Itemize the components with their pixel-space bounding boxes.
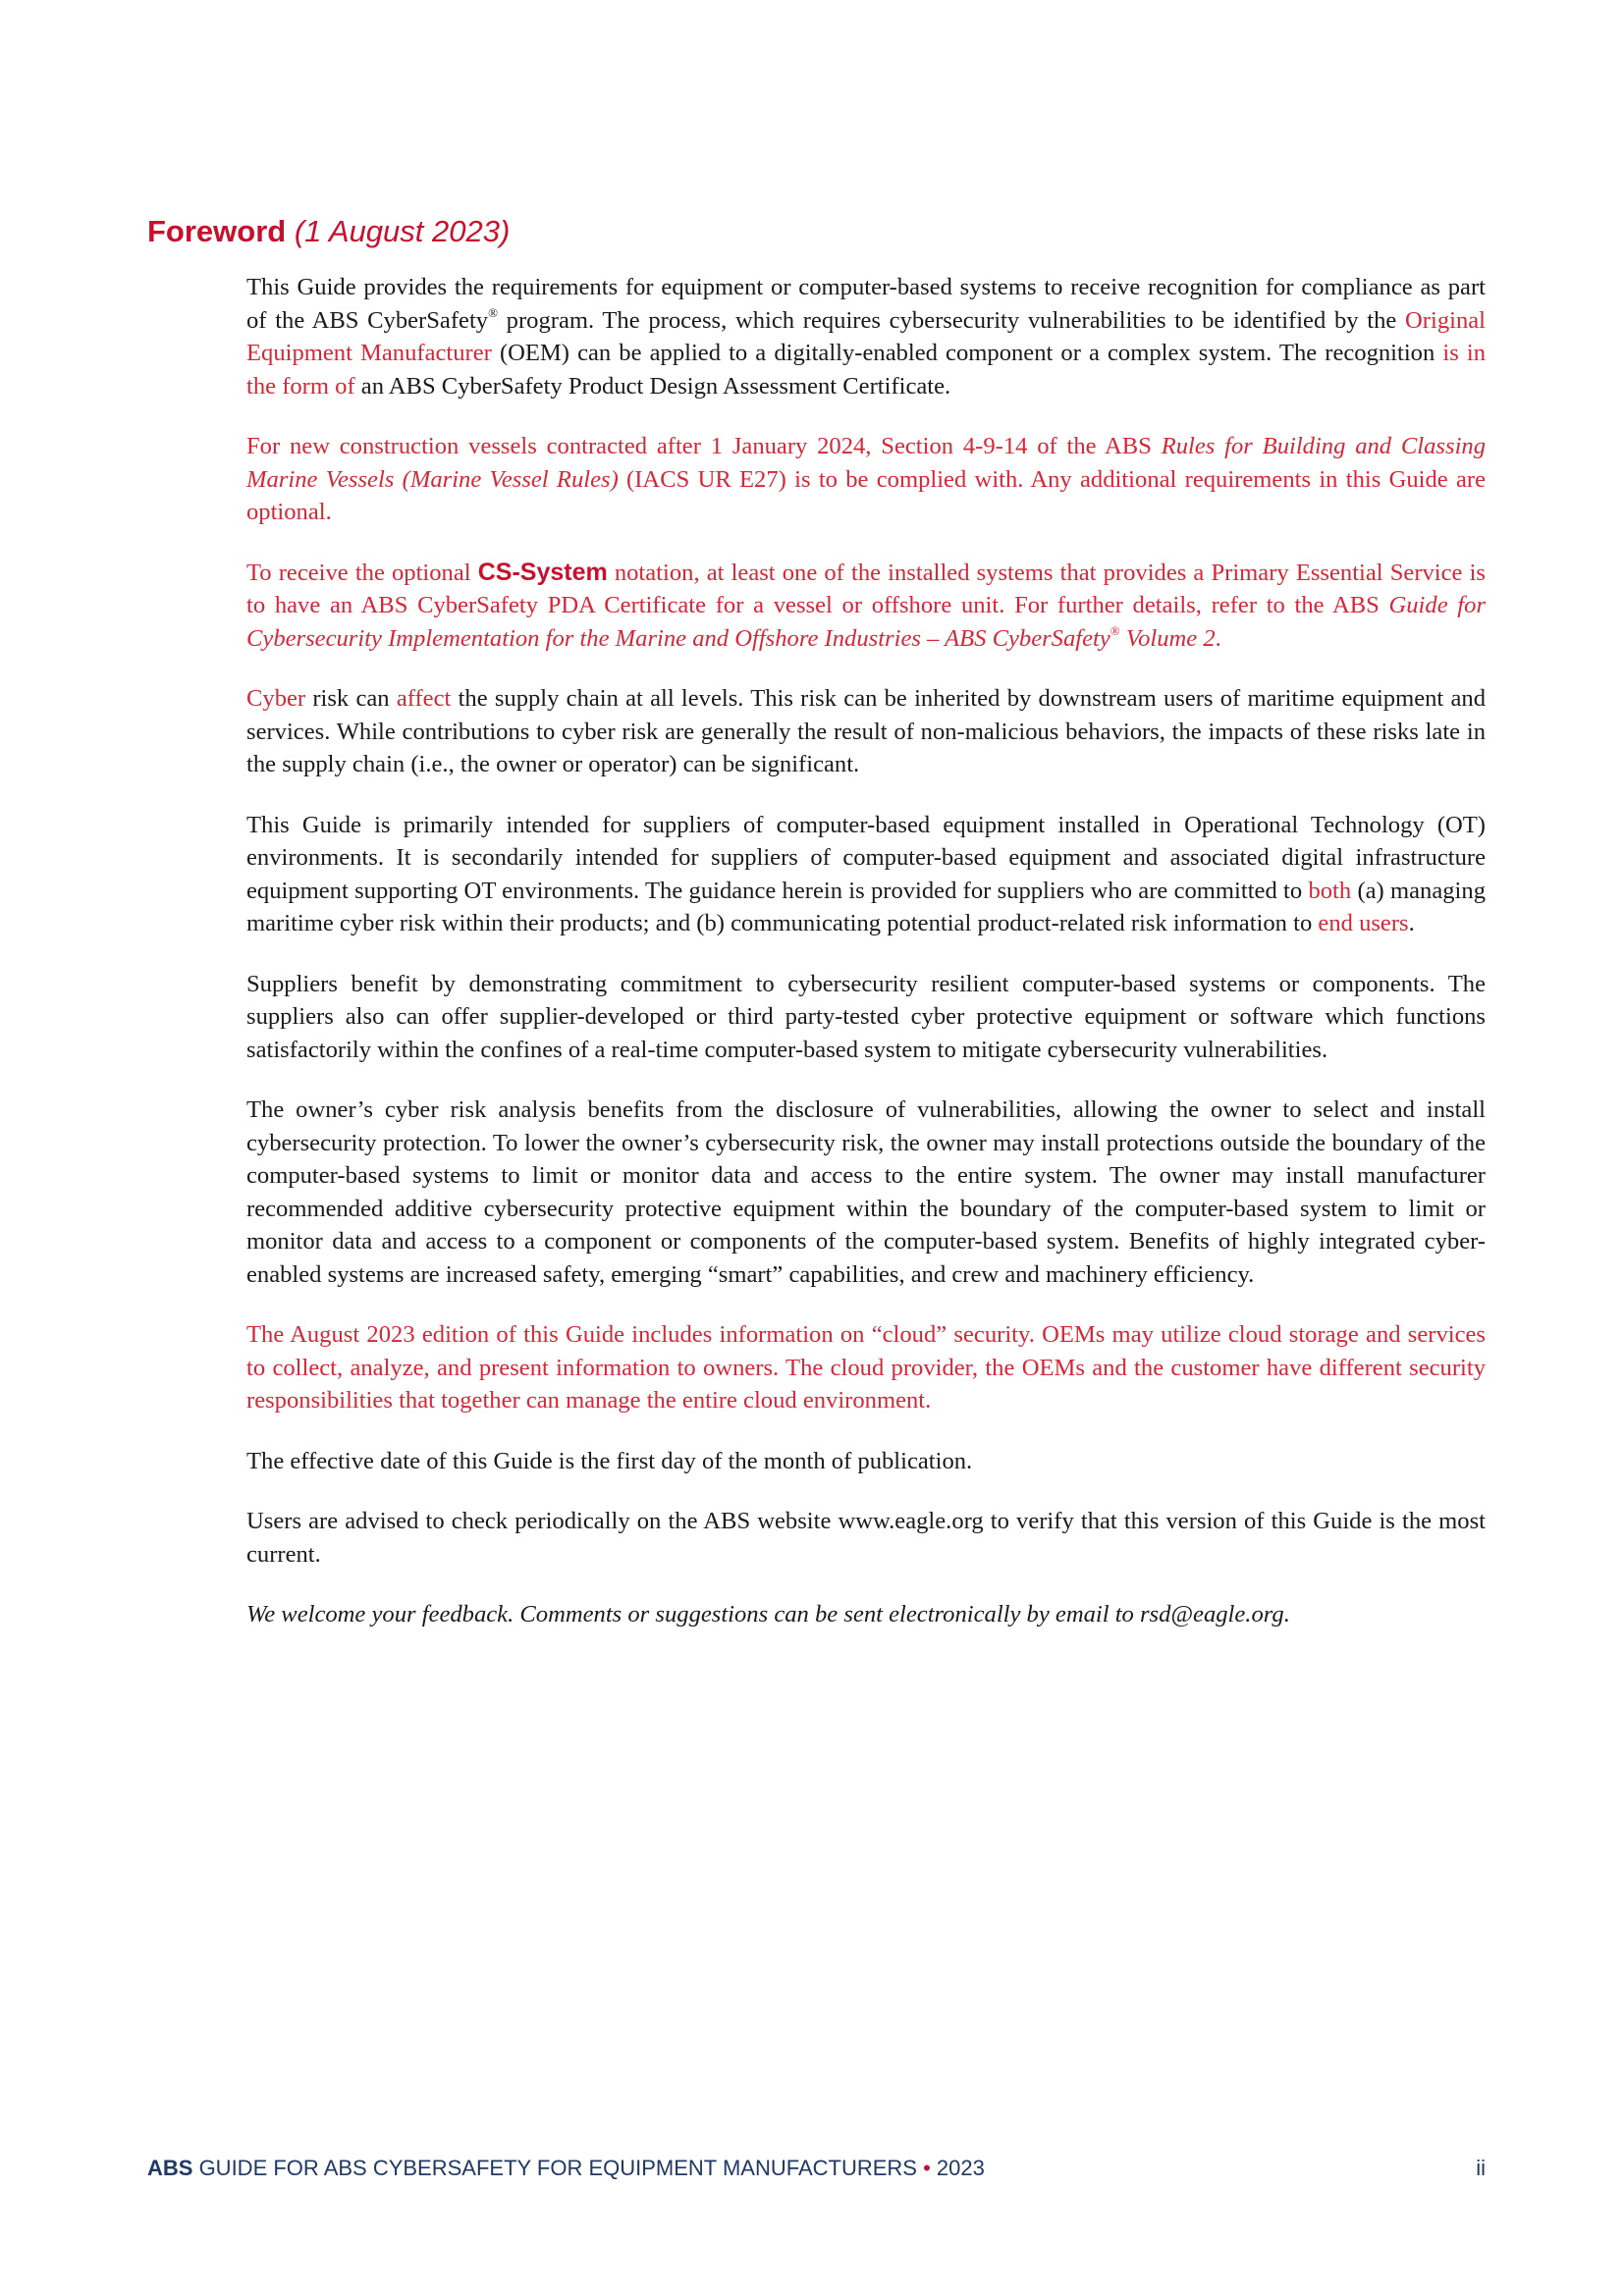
p4-text-1: risk can: [305, 685, 397, 712]
paragraph-6: Suppliers benefit by demonstrating commitment to cybersecurity resilient computer-based systems or components. The suppliers also can offer supplier-developed or third party-tested cyber protective equipment or software which functions satisfactorily within the confines of a real-time computer-based system to mitigate cybersecurity vulnerabilities.: [246, 970, 1486, 1063]
paragraph-2: [246, 430, 1486, 529]
paragraph-3: [246, 557, 1486, 656]
p1-text-3: (OEM) can be applied to a digitally-enabled component or a complex system. The recognition: [491, 340, 1443, 366]
paragraph-4: [246, 682, 1486, 781]
p2-rules-title: Rules for Building and Classing Marine Vessels (Marine Vessel Rules): [246, 433, 1486, 493]
heading-date: (1 August 2023): [294, 214, 511, 248]
p3-guide-volume: Volume 2: [1119, 624, 1216, 652]
p2-text-2: (IACS UR E27) is to be complied with. Any additional requirements in this Guide are optional.: [246, 465, 1486, 525]
heading-title: Foreword: [147, 214, 287, 248]
p3-text-1: To receive the optional: [246, 559, 478, 586]
p1-text-4: an ABS CyberSafety Product Design Assessment Certificate.: [354, 372, 951, 400]
paragraph-8: The August 2023 edition of this Guide includes information on “cloud” security. OEMs may utilize cloud storage and services to collect, analyze, and present information to owners. The cloud provider, the OEMs and the customer have different security responsibilities that together can manage the entire cloud environment.: [246, 1321, 1486, 1414]
foreword-body: [246, 271, 1486, 1659]
p1-text-2: program. The process, which requires cybersecurity vulnerabilities to be identified by the: [497, 306, 1406, 334]
footer-bullet: •: [923, 2156, 931, 2180]
p1-text-1: This Guide provides the requirements for equipment or computer-based systems to receive recognition for compliance as part of the ABS CyberSafety: [246, 274, 1486, 334]
p4-text-2: the supply chain at all levels. This risk can be inherited by downstream users of maritime equipment and services. While contributions to cyber risk are generally the result of non-malicious behaviors, the impacts of these risks late in the supply chain (i.e., the owner or operator) can be significant.: [246, 685, 1486, 777]
p1-revised-1: Original Equipment Manufacturer: [246, 306, 1486, 366]
registered-mark: ®: [1110, 622, 1120, 638]
p5-revised-2: end users: [1318, 910, 1409, 936]
paragraph-9: The effective date of this Guide is the first day of the month of publication.: [246, 1447, 973, 1474]
p3-text-3: .: [1215, 624, 1221, 652]
page-number: ii: [1476, 2156, 1486, 2180]
p4-revised-2: affect: [396, 685, 452, 712]
footer-title: GUIDE FOR ABS CYBERSAFETY FOR EQUIPMENT MANUFACTURERS: [192, 2156, 924, 2180]
p4-revised-1: Cyber: [246, 685, 306, 712]
paragraph-10: Users are advised to check periodically on the ABS website www.eagle.org to verify that this version of this Guide is the most current.: [246, 1508, 1486, 1568]
p5-revised-1: both: [1308, 877, 1352, 904]
p3-guide-title: Guide for Cybersecurity Implementation for the Marine and Offshore Industries – ABS CyberSafety: [246, 592, 1487, 652]
p2-text-1: For new construction vessels contracted after 1 January 2024, Section 4-9-14 of the ABS: [246, 433, 1162, 459]
paragraph-5: [246, 809, 1486, 940]
footer-abs: ABS: [147, 2156, 193, 2180]
p5-text-3: .: [1408, 910, 1415, 936]
cs-system-notation: CS-System: [477, 558, 608, 586]
paragraph-7: The owner’s cyber risk analysis benefits from the disclosure of vulnerabilities, allowing the owner to select and install cybersecurity protection. To lower the owner’s cybersecurity risk, the owner may install protections outside the boundary of the computer-based systems to limit or monitor data and access to the entire system. The owner may install manufacturer recommended additive cybersecurity protective equipment within the boundary of the computer-based system to limit or monitor data and access to a component or components of the computer-based system. Benefits of highly integrated cyber-enabled systems are increased safety, emerging “smart” capabilities, and crew and machinery efficiency.: [246, 1096, 1486, 1288]
paragraph-1: [246, 271, 1486, 402]
paragraph-11: We welcome your feedback. Comments or suggestions can be sent electronically by email to rsd@eagle.org.: [246, 1601, 1290, 1628]
foreword-heading: [147, 214, 510, 249]
p5-text-2: (a) managing maritime cyber risk within their products; and (b) communicating potential product-related risk information to: [246, 877, 1486, 936]
registered-mark: ®: [488, 304, 498, 320]
page-footer: [147, 2156, 1486, 2181]
p5-text-1: This Guide is primarily intended for suppliers of computer-based equipment installed in Operational Technology (OT) environments. It is secondarily intended for suppliers of computer-based equipment and associated digital infrastructure equipment supporting OT environments. The guidance herein is provided for suppliers who are committed to: [246, 811, 1486, 904]
p3-text-2: notation, at least one of the installed systems that provides a Primary Essential Service is to have an ABS CyberSafety PDA Certificate for a vessel or offshore unit. For further details, refer to the ABS: [246, 559, 1486, 618]
footer-year: 2023: [930, 2156, 985, 2180]
p1-revised-2: is in the form of: [246, 340, 1486, 400]
